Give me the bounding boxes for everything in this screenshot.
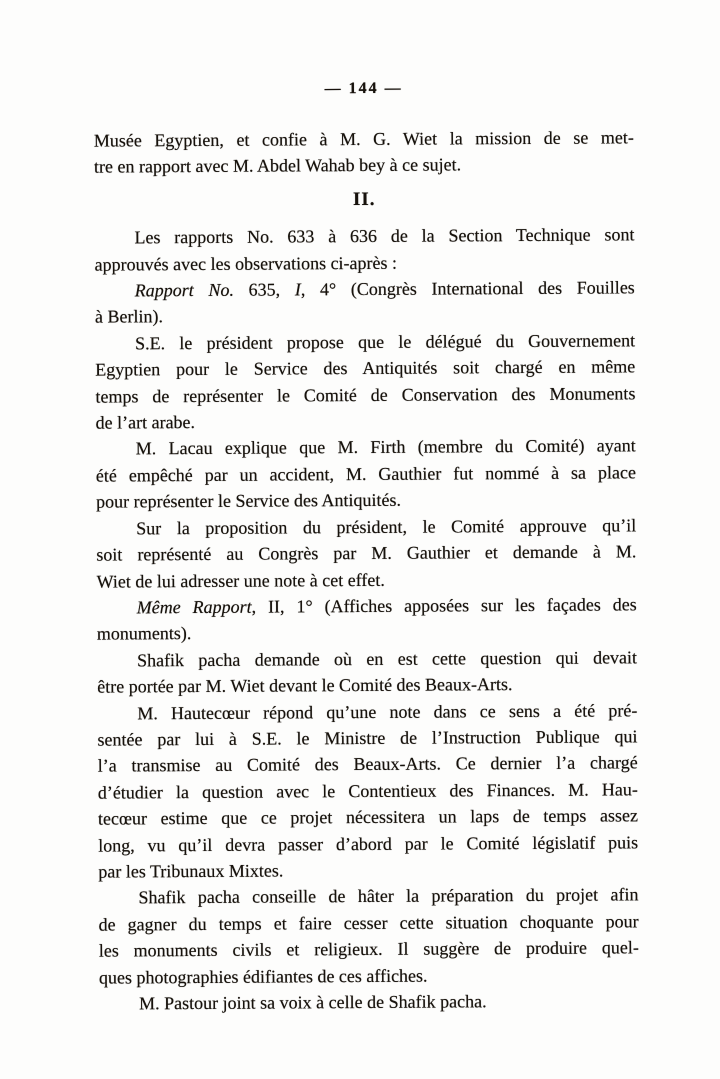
italic-text: I [294, 279, 301, 300]
text-body [94, 124, 639, 1017]
text-line: M. Hautecœur répond qu’une note dans ce sens a été pré- [137, 699, 638, 723]
paragraph [99, 987, 639, 1017]
paragraph [95, 274, 635, 330]
section-heading: II. [352, 188, 376, 210]
paragraph [97, 697, 638, 885]
text-line: être portée par M. Wiet devant le Comité des Beaux-Arts. [97, 674, 513, 697]
page-number: — 144 — [324, 79, 403, 98]
text-line: Shafik pacha conseille de hâter la préparation du projet afin [138, 884, 639, 908]
text-line: Même Rapport, II, 1° (Affiches apposées sur les façades des [136, 594, 637, 618]
text-line: long, vu qu’il devra passer d’abord par le Comité législatif puis [98, 831, 639, 856]
text-line: été empêché par un accident, M. Gauthier fut nommé à sa place [95, 462, 636, 486]
text-line: monuments). [96, 623, 192, 644]
text-line: M. Pastour joint sa voix à celle de Shafik pacha. [139, 991, 487, 1014]
paragraph [94, 222, 634, 278]
paragraph [97, 644, 637, 700]
text-line: les monuments civils et religieux. Il suggère de produire quel- [98, 937, 639, 961]
text-line: l’a transmise au Comité des Beaux-Arts. Ce dernier l’a chargé [97, 752, 638, 776]
paragraph [96, 512, 636, 595]
text-line: Egyptien pour le Service des Antiquités soit chargé en même [95, 356, 636, 380]
text-line: de gagner du temps et faire cesser cette situation choquante pour [98, 911, 639, 935]
text-line: Rapport No. 635, I, 4° (Congrès International des Fouilles [134, 277, 635, 301]
text-line: d’étudier la question avec le Contentieux des Finances. M. Hau- [97, 779, 638, 803]
text-line: Sur la proposition du président, le Comité approuve qu’il [136, 515, 637, 539]
text-line: pour représenter le Service des Antiquités. [95, 490, 402, 512]
text-line: tre en rapport avec M. Abdel Wahab bey à ce sujet. [93, 154, 462, 178]
text-line: à Berlin). [94, 306, 163, 328]
text-line: Musée Egyptien, et confie à M. G. Wiet la mission de se met- [93, 127, 634, 151]
text-line: M. Lacau explique que M. Firth (membre du Comité) ayant [135, 435, 636, 459]
text-line: tecœur estime que ce projet nécessitera un laps de temps assez [97, 805, 639, 829]
text-line: Shafik pacha demande où en est cette question qui devait [136, 647, 638, 671]
text-line: sentée par lui à S.E. le Ministre de l’Instruction Publique qui [97, 726, 638, 750]
paragraph [94, 124, 634, 180]
text-line: S.E. le président propose que le délégué du Gouvernement [135, 330, 636, 354]
text-line: approuvés avec les observations ci-après : [94, 252, 398, 275]
paragraph [96, 433, 636, 516]
italic-text: Rapport No. [134, 279, 235, 301]
text-line: temps de représenter le Comité de Conservation des Monuments [95, 382, 636, 407]
text-line: Wiet de lui adresser une note à cet effet. [96, 569, 385, 592]
text-line: ques photographies édifiantes de ces affiches. [98, 965, 428, 988]
text-line: de l’art arabe. [95, 412, 196, 433]
paragraph [98, 882, 639, 991]
italic-text: Même Rapport [136, 596, 252, 618]
text-line: par les Tribunaux Mixtes. [98, 860, 284, 882]
paragraph [95, 327, 636, 436]
text-line: Les rapports No. 633 à 636 de la Section Technique sont [134, 224, 635, 248]
paragraph [97, 591, 637, 647]
text-line: soit représenté au Congrès par M. Gauthier et demande à M. [96, 541, 637, 565]
